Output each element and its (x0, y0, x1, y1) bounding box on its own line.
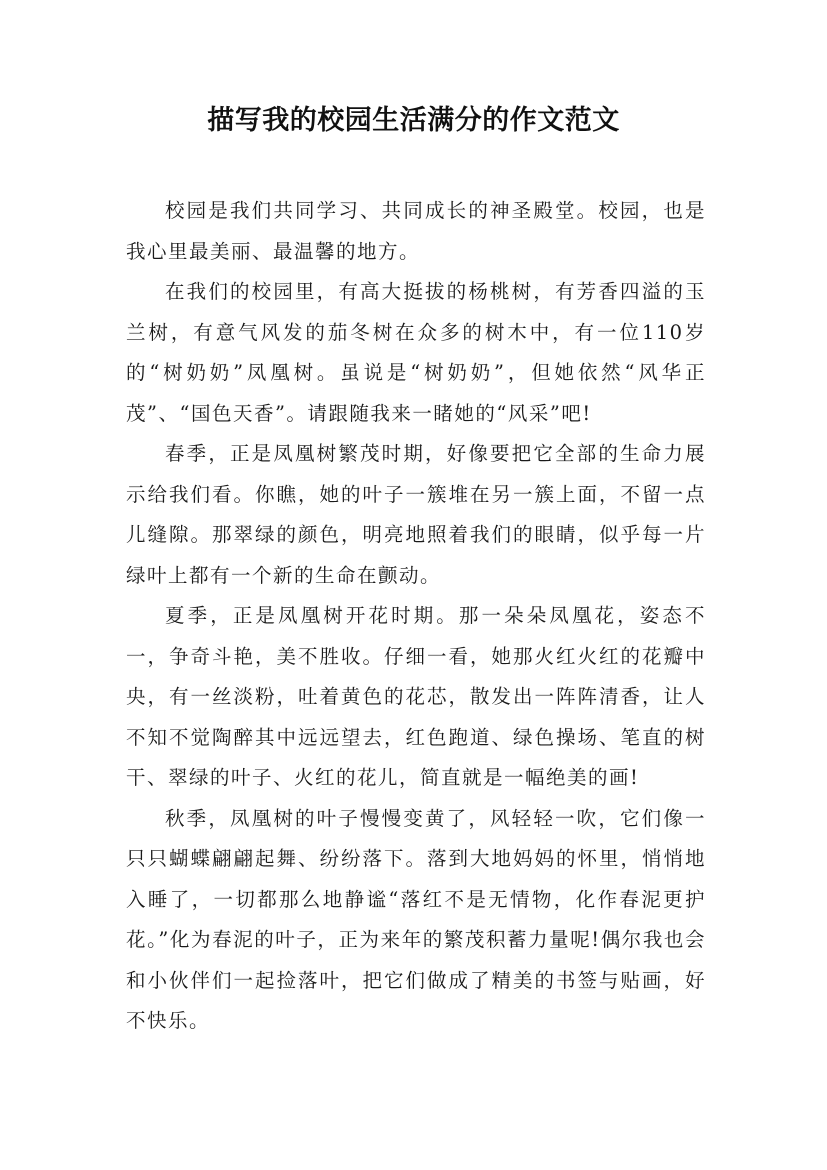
paragraph: 春季，正是凤凰树繁茂时期，好像要把它全部的生命力展示给我们看。你瞧，她的叶子一簇堆在另一簇上面，不留一点儿缝隙。那翠绿的颜色，明亮地照着我们的眼睛，似乎每一片绿叶上都有一个新的生命在颤动。 (126, 442, 706, 587)
paragraph: 秋季，凤凰树的叶子慢慢变黄了，风轻轻一吹，它们像一只只蝴蝶翩翩起舞、纷纷落下。落到大地妈妈的怀里，悄悄地入睡了，一切都那么地静谧“落红不是无情物，化作春泥更护花。”化为春泥的叶子，正为来年的繁茂积蓄力量呢!偶尔我也会和小伙伴们一起捡落叶，把它们做成了精美的书签与贴画，好不快乐。 (126, 806, 706, 1032)
document-body (126, 191, 706, 1042)
document-title: 描写我的校园生活满分的作文范文 (207, 105, 620, 136)
paragraph: 校园是我们共同学习、共同成长的神圣殿堂。校园，也是我心里最美丽、最温馨的地方。 (126, 199, 706, 263)
paragraph: 夏季，正是凤凰树开花时期。那一朵朵凤凰花，姿态不一，争奇斗艳，美不胜收。仔细一看，她那火红火红的花瓣中央，有一丝淡粉，吐着黄色的花芯，散发出一阵阵清香，让人不知不觉陶醉其中远远望去，红色跑道、绿色操场、笔直的树干、翠绿的叶子、火红的花儿，简直就是一幅绝美的画! (126, 604, 706, 789)
paragraph: 在我们的校园里，有高大挺拔的杨桃树，有芳香四溢的玉兰树，有意气风发的茄冬树在众多的树木中，有一位110岁的“树奶奶”凤凰树。虽说是“树奶奶”，但她依然“风华正茂”、“国色天香”。请跟随我来一睹她的“风采”吧! (126, 280, 706, 425)
